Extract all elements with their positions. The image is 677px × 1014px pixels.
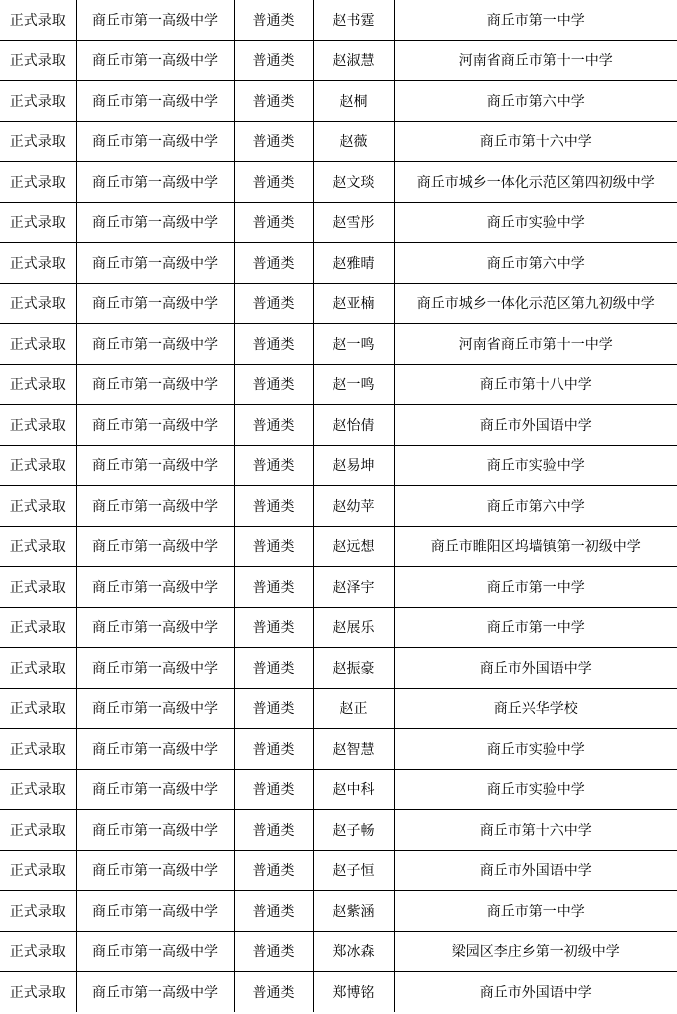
admitting-school-cell: 商丘市第一高级中学 <box>76 648 234 689</box>
student-name-cell: 赵智慧 <box>313 729 394 770</box>
admitting-school-cell: 商丘市第一高级中学 <box>76 405 234 446</box>
student-name-cell: 赵中科 <box>313 769 394 810</box>
admission-status-cell: 正式录取 <box>0 202 76 243</box>
category-cell: 普通类 <box>234 364 313 405</box>
graduating-school-cell: 商丘市外国语中学 <box>394 648 677 689</box>
student-name-cell: 赵幼苹 <box>313 486 394 527</box>
graduating-school-cell: 商丘市第一中学 <box>394 0 677 40</box>
admission-status-cell: 正式录取 <box>0 162 76 203</box>
admission-status-cell: 正式录取 <box>0 364 76 405</box>
student-name-cell: 赵展乐 <box>313 607 394 648</box>
admitting-school-cell: 商丘市第一高级中学 <box>76 891 234 932</box>
category-cell: 普通类 <box>234 81 313 122</box>
category-cell: 普通类 <box>234 324 313 365</box>
table-row <box>0 567 677 608</box>
graduating-school-cell: 商丘市第一中学 <box>394 567 677 608</box>
admission-status-cell: 正式录取 <box>0 121 76 162</box>
admission-status-cell: 正式录取 <box>0 648 76 689</box>
category-cell: 普通类 <box>234 243 313 284</box>
table-row <box>0 769 677 810</box>
student-name-cell: 赵易坤 <box>313 445 394 486</box>
table-row <box>0 405 677 446</box>
admission-status-cell: 正式录取 <box>0 972 76 1012</box>
graduating-school-cell: 商丘市第十六中学 <box>394 121 677 162</box>
admitting-school-cell: 商丘市第一高级中学 <box>76 445 234 486</box>
admitting-school-cell: 商丘市第一高级中学 <box>76 931 234 972</box>
admission-status-cell: 正式录取 <box>0 405 76 446</box>
table-row <box>0 891 677 932</box>
category-cell: 普通类 <box>234 688 313 729</box>
graduating-school-cell: 商丘市第六中学 <box>394 486 677 527</box>
table-row <box>0 121 677 162</box>
category-cell: 普通类 <box>234 283 313 324</box>
category-cell: 普通类 <box>234 972 313 1012</box>
table-row <box>0 40 677 81</box>
table-row <box>0 850 677 891</box>
category-cell: 普通类 <box>234 607 313 648</box>
admission-status-cell: 正式录取 <box>0 607 76 648</box>
admitting-school-cell: 商丘市第一高级中学 <box>76 40 234 81</box>
table-row <box>0 81 677 122</box>
student-name-cell: 赵薇 <box>313 121 394 162</box>
student-name-cell: 赵书霆 <box>313 0 394 40</box>
admission-status-cell: 正式录取 <box>0 891 76 932</box>
graduating-school-cell: 商丘市第十六中学 <box>394 810 677 851</box>
category-cell: 普通类 <box>234 850 313 891</box>
table-row <box>0 648 677 689</box>
admitting-school-cell: 商丘市第一高级中学 <box>76 810 234 851</box>
student-name-cell: 赵子畅 <box>313 810 394 851</box>
student-name-cell: 赵怡倩 <box>313 405 394 446</box>
graduating-school-cell: 河南省商丘市第十一中学 <box>394 40 677 81</box>
admission-status-cell: 正式录取 <box>0 850 76 891</box>
graduating-school-cell: 商丘市实验中学 <box>394 445 677 486</box>
table-row <box>0 931 677 972</box>
graduating-school-cell: 商丘市第一中学 <box>394 607 677 648</box>
admitting-school-cell: 商丘市第一高级中学 <box>76 364 234 405</box>
category-cell: 普通类 <box>234 526 313 567</box>
admitting-school-cell: 商丘市第一高级中学 <box>76 162 234 203</box>
admitting-school-cell: 商丘市第一高级中学 <box>76 121 234 162</box>
category-cell: 普通类 <box>234 162 313 203</box>
student-name-cell: 赵淑慧 <box>313 40 394 81</box>
admission-status-cell: 正式录取 <box>0 0 76 40</box>
student-name-cell: 赵文琰 <box>313 162 394 203</box>
student-name-cell: 赵雪彤 <box>313 202 394 243</box>
table-row <box>0 810 677 851</box>
admitting-school-cell: 商丘市第一高级中学 <box>76 972 234 1012</box>
admitting-school-cell: 商丘市第一高级中学 <box>76 567 234 608</box>
student-name-cell: 郑冰森 <box>313 931 394 972</box>
table-row <box>0 243 677 284</box>
graduating-school-cell: 商丘市外国语中学 <box>394 850 677 891</box>
category-cell: 普通类 <box>234 0 313 40</box>
category-cell: 普通类 <box>234 486 313 527</box>
admission-status-cell: 正式录取 <box>0 81 76 122</box>
admitting-school-cell: 商丘市第一高级中学 <box>76 81 234 122</box>
table-row <box>0 486 677 527</box>
table-row <box>0 283 677 324</box>
admitting-school-cell: 商丘市第一高级中学 <box>76 607 234 648</box>
category-cell: 普通类 <box>234 931 313 972</box>
category-cell: 普通类 <box>234 810 313 851</box>
table-row <box>0 607 677 648</box>
admission-status-cell: 正式录取 <box>0 324 76 365</box>
student-name-cell: 赵正 <box>313 688 394 729</box>
table-row <box>0 688 677 729</box>
admitting-school-cell: 商丘市第一高级中学 <box>76 850 234 891</box>
category-cell: 普通类 <box>234 202 313 243</box>
category-cell: 普通类 <box>234 445 313 486</box>
admission-status-cell: 正式录取 <box>0 729 76 770</box>
table-row <box>0 324 677 365</box>
graduating-school-cell: 商丘市第一中学 <box>394 891 677 932</box>
graduating-school-cell: 商丘市睢阳区坞墙镇第一初级中学 <box>394 526 677 567</box>
admitting-school-cell: 商丘市第一高级中学 <box>76 0 234 40</box>
graduating-school-cell: 商丘兴华学校 <box>394 688 677 729</box>
student-name-cell: 赵一鸣 <box>313 364 394 405</box>
student-name-cell: 赵子恒 <box>313 850 394 891</box>
admission-status-cell: 正式录取 <box>0 486 76 527</box>
category-cell: 普通类 <box>234 648 313 689</box>
admission-status-cell: 正式录取 <box>0 283 76 324</box>
graduating-school-cell: 梁园区李庄乡第一初级中学 <box>394 931 677 972</box>
table-row <box>0 972 677 1012</box>
student-name-cell: 赵亚楠 <box>313 283 394 324</box>
graduating-school-cell: 商丘市第十八中学 <box>394 364 677 405</box>
graduating-school-cell: 商丘市外国语中学 <box>394 405 677 446</box>
category-cell: 普通类 <box>234 769 313 810</box>
admitting-school-cell: 商丘市第一高级中学 <box>76 769 234 810</box>
category-cell: 普通类 <box>234 567 313 608</box>
admitting-school-cell: 商丘市第一高级中学 <box>76 283 234 324</box>
admitting-school-cell: 商丘市第一高级中学 <box>76 324 234 365</box>
table-row <box>0 364 677 405</box>
student-name-cell: 赵泽宇 <box>313 567 394 608</box>
admission-status-cell: 正式录取 <box>0 688 76 729</box>
student-name-cell: 赵一鸣 <box>313 324 394 365</box>
graduating-school-cell: 商丘市城乡一体化示范区第四初级中学 <box>394 162 677 203</box>
category-cell: 普通类 <box>234 729 313 770</box>
graduating-school-cell: 河南省商丘市第十一中学 <box>394 324 677 365</box>
admission-status-cell: 正式录取 <box>0 526 76 567</box>
graduating-school-cell: 商丘市实验中学 <box>394 769 677 810</box>
admitting-school-cell: 商丘市第一高级中学 <box>76 729 234 770</box>
student-name-cell: 赵紫涵 <box>313 891 394 932</box>
category-cell: 普通类 <box>234 891 313 932</box>
student-name-cell: 赵远想 <box>313 526 394 567</box>
admitting-school-cell: 商丘市第一高级中学 <box>76 202 234 243</box>
graduating-school-cell: 商丘市实验中学 <box>394 729 677 770</box>
table-row <box>0 162 677 203</box>
admitting-school-cell: 商丘市第一高级中学 <box>76 486 234 527</box>
admission-status-cell: 正式录取 <box>0 810 76 851</box>
table-row <box>0 729 677 770</box>
graduating-school-cell: 商丘市第六中学 <box>394 243 677 284</box>
graduating-school-cell: 商丘市城乡一体化示范区第九初级中学 <box>394 283 677 324</box>
admitting-school-cell: 商丘市第一高级中学 <box>76 526 234 567</box>
admission-status-cell: 正式录取 <box>0 931 76 972</box>
table-row <box>0 445 677 486</box>
category-cell: 普通类 <box>234 121 313 162</box>
graduating-school-cell: 商丘市实验中学 <box>394 202 677 243</box>
graduating-school-cell: 商丘市外国语中学 <box>394 972 677 1012</box>
table-row <box>0 202 677 243</box>
student-name-cell: 赵桐 <box>313 81 394 122</box>
student-name-cell: 郑博铭 <box>313 972 394 1012</box>
student-name-cell: 赵振豪 <box>313 648 394 689</box>
admission-status-cell: 正式录取 <box>0 40 76 81</box>
student-name-cell: 赵雅晴 <box>313 243 394 284</box>
category-cell: 普通类 <box>234 405 313 446</box>
admission-status-cell: 正式录取 <box>0 769 76 810</box>
table-row <box>0 0 677 40</box>
graduating-school-cell: 商丘市第六中学 <box>394 81 677 122</box>
admitting-school-cell: 商丘市第一高级中学 <box>76 243 234 284</box>
admission-status-cell: 正式录取 <box>0 243 76 284</box>
admission-status-cell: 正式录取 <box>0 445 76 486</box>
category-cell: 普通类 <box>234 40 313 81</box>
admission-status-cell: 正式录取 <box>0 567 76 608</box>
admitting-school-cell: 商丘市第一高级中学 <box>76 688 234 729</box>
table-row <box>0 526 677 567</box>
